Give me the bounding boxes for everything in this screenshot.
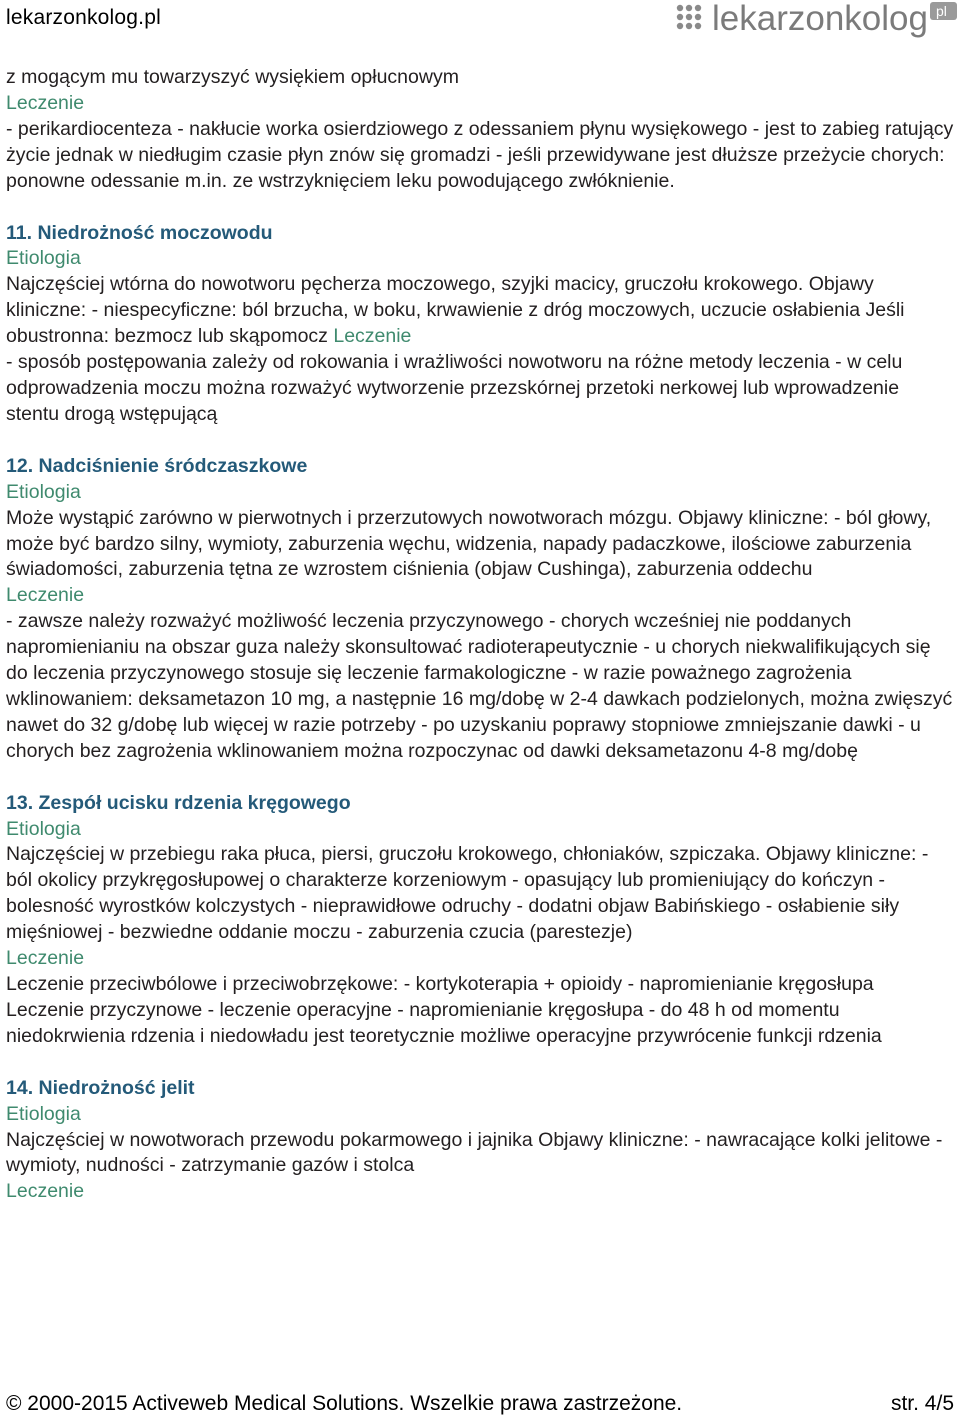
copyright-text: © 2000-2015 Activeweb Medical Solutions. Wszelkie prawa zastrzeżone.: [6, 1392, 683, 1415]
section-12-treatment-text: - zawsze należy rozważyć możliwość leczenia przyczynowego - chorych wcześniej nie poddanych napromienianiu na obszar guza należy skonsultować radioterapeutycznie - u chorych niekwalifikujących się do leczenia przyczynowego stosuje się leczenie farmakologiczne - w razie poważnego zagrożenia wklinowaniem: deksametazon 10 mg, a następnie 16 mg/dobę w 2-4 dawkach podzielonych, można zwięszyć nawet do 32 g/dobę lub więcej w razie potrzeby - po uzyskaniu poprawy stopniowe zmniejszanie dawki - u chorych bez zagrożenia wklinowaniem można rozpoczynac od dawki deksametazonu 4-8 mg/dobę: [6, 610, 953, 762]
section-13-title: 13. Zespół ucisku rdzenia kręgowego: [6, 791, 351, 814]
logo-badge: pl: [936, 3, 947, 19]
section-label-leczenie: Leczenie: [6, 947, 85, 970]
page-header: [0, 0, 960, 46]
section-label-leczenie: Leczenie: [333, 325, 412, 348]
section-14-title: 14. Niedrożność jelit: [6, 1076, 195, 1099]
logo-wordmark: lekarzonkolog: [712, 0, 928, 38]
intro-treatment-text: - perikardiocenteza - nakłucie worka osierdziowego z odessaniem płynu wysiękowego - jest to zabieg ratujący życie jednak w niedługim czasie płyn znów się gromadzi - jeśli przewidywane jest dłuższe przeżycie chorych: ponowne odessanie m.in. ze wstrzyknięciem leku powodującego zwłóknienie.: [6, 117, 954, 192]
intro-line: z mogącym mu towarzyszyć wysiękiem opłucnowym: [6, 66, 459, 88]
section-11-title: 11. Niedrożność moczowodu: [6, 221, 273, 244]
section-13-treatment-text: Leczenie przeciwbólowe i przeciwobrzękowe: - kortykoterapia + opioidy - napromienianie kręgosłupa Leczenie przyczynowe - leczenie operacyjne - napromienianie kręgosłupa - do 48 h od momentu niedokrwienia rdzenia i niedowładu jest teoretycznie możliwe operacyjne przywrócenie funkcji rdzenia: [6, 973, 882, 1047]
site-name[interactable]: lekarzonkolog.pl: [6, 6, 161, 29]
section-label-leczenie: Leczenie: [6, 1180, 85, 1203]
document-body: [6, 65, 956, 1205]
section-12-etiology-text: Może wystąpić zarówno w pierwotnych i przerzutowych nowotworach mózgu. Objawy kliniczne: - ból głowy, może być bardzo silny, wymioty, zaburzenia węchu, widzenia, napady padaczkowe, ilościowe zaburzenia świadomości, zaburzenia tętna ze wzrostem ciśnienia (objaw Cushinga), zaburzenia oddechu: [6, 506, 932, 581]
section-11-treatment-text: - sposób postępowania zależy od rokowania i wrażliwości nowotworu na różne metody leczenia - w celu odprowadzenia moczu można rozważyć wytworzenie przezskórnej przetoki nerkowej lub wprowadzenie stentu drogą wstępującą: [6, 351, 903, 425]
page-number: str. 4/5: [890, 1392, 954, 1415]
section-14-etiology-text: Najczęściej w nowotworach przewodu pokarmowego i jajnika Objawy kliniczne: - nawracające kolki jelitowe - wymioty, nudności - zatrzymanie gazów i stolca: [6, 1128, 943, 1177]
section-11-etiology-text: Najczęściej wtórna do nowotworu pęcherza moczowego, szyjki macicy, gruczołu krokowego. Objawy kliniczne: - niespecyficzne: ból brzucha, w boku, krwawienie z dróg moczowych, uczucie osłabienia Jeśli obustronna: bezmocz lub skąpomocz Leczenie: [6, 273, 905, 348]
section-label-etiologia: Etiologia: [6, 480, 81, 503]
section-label-etiologia: Etiologia: [6, 247, 81, 270]
lekarzonkolog-logo: [670, 0, 960, 44]
section-label-leczenie: Leczenie: [6, 91, 85, 114]
section-12-title: 12. Nadciśnienie śródczaszkowe: [6, 454, 308, 477]
section-13-etiology-text: Najczęściej w przebiegu raka płuca, piersi, gruczołu krokowego, chłoniaków, szpiczaka. Objawy kliniczne: - ból okolicy przykręgosłupowej o charakterze korzeniowym - opasujący lub promieniujący do kończyn - bolesność wyrostków kolczystych - nieprawidłowe odruchy - dodatni objaw Babińskiego - osłabienie siły mięśniowej - bezwiedne oddanie moczu - zaburzenia czucia (parestezje): [6, 843, 929, 944]
section-label-leczenie: Leczenie: [6, 584, 85, 607]
section-label-etiologia: Etiologia: [6, 1102, 81, 1125]
page-footer: [6, 1392, 954, 1416]
section-label-etiologia: Etiologia: [6, 817, 81, 840]
